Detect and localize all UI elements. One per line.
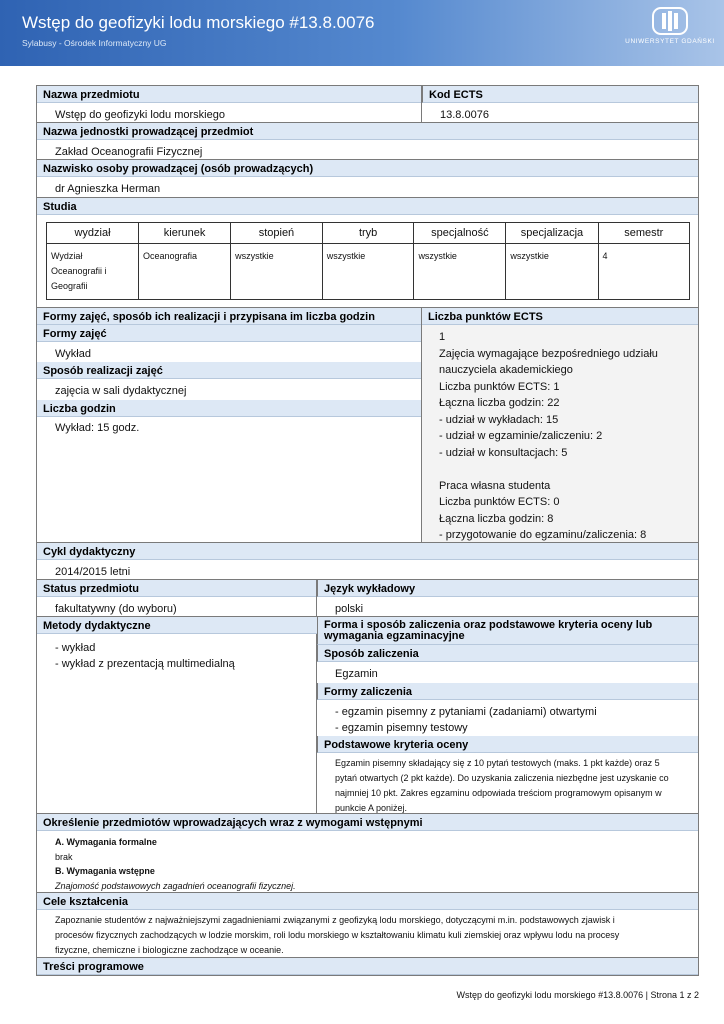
ects-line: 1 (439, 331, 446, 343)
university-logo (624, 6, 716, 54)
ects-line: Liczba punktów ECTS: 0 (439, 496, 560, 508)
ects-line: Praca własna studenta (439, 479, 551, 492)
unit-label: Nazwa jednostki prowadzącej przedmiot (37, 123, 698, 140)
content-label: Treści programowe (37, 958, 698, 975)
unit-section (36, 122, 699, 160)
methods-item: - wykład (55, 642, 96, 654)
ects-line: - przygotowanie do egzaminu/zaliczenia: 8 (439, 529, 647, 541)
col-header: wydział (47, 223, 139, 244)
ects-line: Zajęcia wymagające bezpośredniego udziału (439, 347, 658, 360)
cell-mode: wszystkie (322, 244, 414, 300)
prerequisites-content (55, 835, 296, 893)
entry-requirements-title: B. Wymagania wstępne (55, 866, 155, 876)
unit-value: Zakład Oceanografii Fizycznej (55, 146, 203, 158)
language-value: polski (335, 603, 364, 615)
course-name-value: Wstęp do geofizyki lodu morskiego (55, 109, 225, 121)
page-title: Wstęp do geofizyki lodu morskiego #13.8.0076 (22, 13, 375, 32)
cycle-section (36, 542, 699, 580)
cycle-value: 2014/2015 letni (55, 566, 131, 578)
page-footer: Wstęp do geofizyki lodu morskiego #13.8.0076 | Strona 1 z 2 (456, 990, 699, 1000)
hours-value: Wykład: 15 godz. (55, 422, 140, 434)
lecturer-label: Nazwisko osoby prowadzącej (osób prowadzących) (37, 160, 698, 177)
table-row (47, 244, 690, 300)
assessment-method-label: Sposób zaliczenia (317, 645, 698, 662)
realization-value: zajęcia w sali dydaktycznej (55, 385, 187, 397)
methods-assessment-section (36, 616, 699, 814)
ects-details-panel (422, 325, 698, 542)
criteria-label: Podstawowe kryteria oceny (317, 736, 698, 753)
ects-line: Liczba punktów ECTS: 1 (439, 380, 560, 393)
col-header: specjalność (414, 223, 506, 244)
objectives-section (36, 892, 699, 958)
criteria-line: Egzamin pisemny składający się z 10 pytań testowych (maks. 1 pkt każde) oraz 5 (335, 758, 660, 768)
ects-line: Łączna liczba godzin: 8 (439, 512, 554, 525)
methods-label: Metody dydaktyczne (37, 617, 317, 634)
col-header: tryb (322, 223, 414, 244)
forms-label: Formy zajęć (37, 325, 421, 342)
ects-line: Łączna liczba godzin: 22 (439, 397, 560, 409)
page-header (0, 0, 724, 66)
ects-line (439, 461, 658, 478)
university-emblem-icon (651, 6, 689, 36)
objectives-line: Zapoznanie studentów z najważniejszymi zagadnieniami związanymi z geofizyką lodu morskiego, dotyczącymi m.in. podstawowych zjawisk i (55, 915, 615, 925)
objectives-line: fizyczne, chemiczne i biologiczne zachodzące w oceanie. (55, 945, 284, 955)
cell-field: Oceanografia (139, 244, 231, 300)
forms-value: Wykład (55, 348, 91, 360)
ects-line: - udział w wykładach: 15 (439, 413, 559, 426)
assessment-label: Forma i sposób zaliczenia oraz podstawowe kryteria oceny lub wymagania egzaminacyjne (317, 617, 698, 645)
assessment-method-value: Egzamin (335, 668, 378, 680)
cell-specialty: wszystkie (414, 244, 506, 300)
col-header: specjalizacja (506, 223, 598, 244)
col-header: stopień (231, 223, 323, 244)
university-name: UNIWERSYTET GDAŃSKI (625, 38, 715, 45)
language-label: Język wykładowy (317, 580, 698, 597)
formal-requirements-title: A. Wymagania formalne (55, 837, 157, 847)
prerequisites-label: Określenie przedmiotów wprowadzających wraz z wymogami wstępnymi (37, 814, 698, 831)
col-header: semestr (598, 223, 689, 244)
lecturer-section (36, 159, 699, 198)
methods-item: - wykład z prezentacją multimedialną (55, 658, 235, 670)
cell-faculty: Wydział Oceanografii i Geografii (47, 244, 139, 300)
status-value: fakultatywny (do wyboru) (55, 603, 177, 615)
ects-code-value: 13.8.0076 (440, 109, 489, 121)
objectives-text (55, 913, 695, 958)
course-name-section (36, 85, 699, 123)
realization-label: Sposób realizacji zajęć (37, 362, 421, 379)
forms-section-label: Formy zajęć, sposób ich realizacji i przypisana im liczba godzin (37, 308, 421, 325)
course-name-label: Nazwa przedmiotu (37, 86, 422, 103)
criteria-line: pytań otwartych (2 pkt każde). Do uzyskania zaliczenia niezbędne jest uzyskanie co (335, 773, 669, 783)
assessment-form-item: - egzamin pisemny z pytaniami (zadaniami) otwartymi (335, 706, 597, 718)
criteria-line: najmniej 10 pkt. Zakres egzaminu odpowiada treściom programowym opisanym w (335, 788, 662, 798)
ects-line: - udział w konsultacjach: 5 (439, 446, 568, 459)
studies-table (46, 222, 690, 300)
status-language-section (36, 579, 699, 617)
cell-specialization: wszystkie (506, 244, 598, 300)
ects-line: nauczyciela akademickiego (439, 364, 573, 376)
entry-requirements-value: Znajomość podstawowych zagadnień oceanografii fizycznej. (55, 880, 296, 891)
ects-code-label: Kod ECTS (422, 86, 698, 103)
content-section (36, 957, 699, 976)
cycle-label: Cykl dydaktyczny (37, 543, 698, 560)
criteria-line: punkcie A poniżej. (335, 803, 408, 813)
formal-requirements-value: brak (55, 851, 73, 862)
criteria-text (335, 756, 697, 816)
objectives-label: Cele kształcenia (37, 893, 698, 910)
objectives-line: procesów fizycznych zachodzących w lodzie morskim, roli lodu morskiego w kształtowaniu klimatu kuli ziemskiej oraz wpływu lodu na procesy (55, 930, 620, 940)
ects-details (439, 329, 658, 544)
hours-label: Liczba godzin (37, 400, 421, 417)
studies-table-header (47, 223, 690, 244)
lecturer-value: dr Agnieszka Herman (55, 183, 161, 195)
cell-semester: 4 (598, 244, 689, 300)
assessment-form-item: - egzamin pisemny testowy (335, 722, 468, 734)
status-label: Status przedmiotu (37, 580, 317, 597)
forms-ects-section (36, 307, 699, 543)
prerequisites-section (36, 813, 699, 893)
page-subtitle: Sylabusy - Ośrodek Informatyczny UG (22, 38, 167, 48)
col-header: kierunek (139, 223, 231, 244)
assessment-forms-label: Formy zaliczenia (317, 683, 698, 700)
cell-degree: wszystkie (231, 244, 323, 300)
studies-label: Studia (37, 198, 698, 215)
ects-line: - udział w egzaminie/zaliczeniu: 2 (439, 430, 603, 442)
ects-points-label: Liczba punktów ECTS (421, 308, 698, 325)
